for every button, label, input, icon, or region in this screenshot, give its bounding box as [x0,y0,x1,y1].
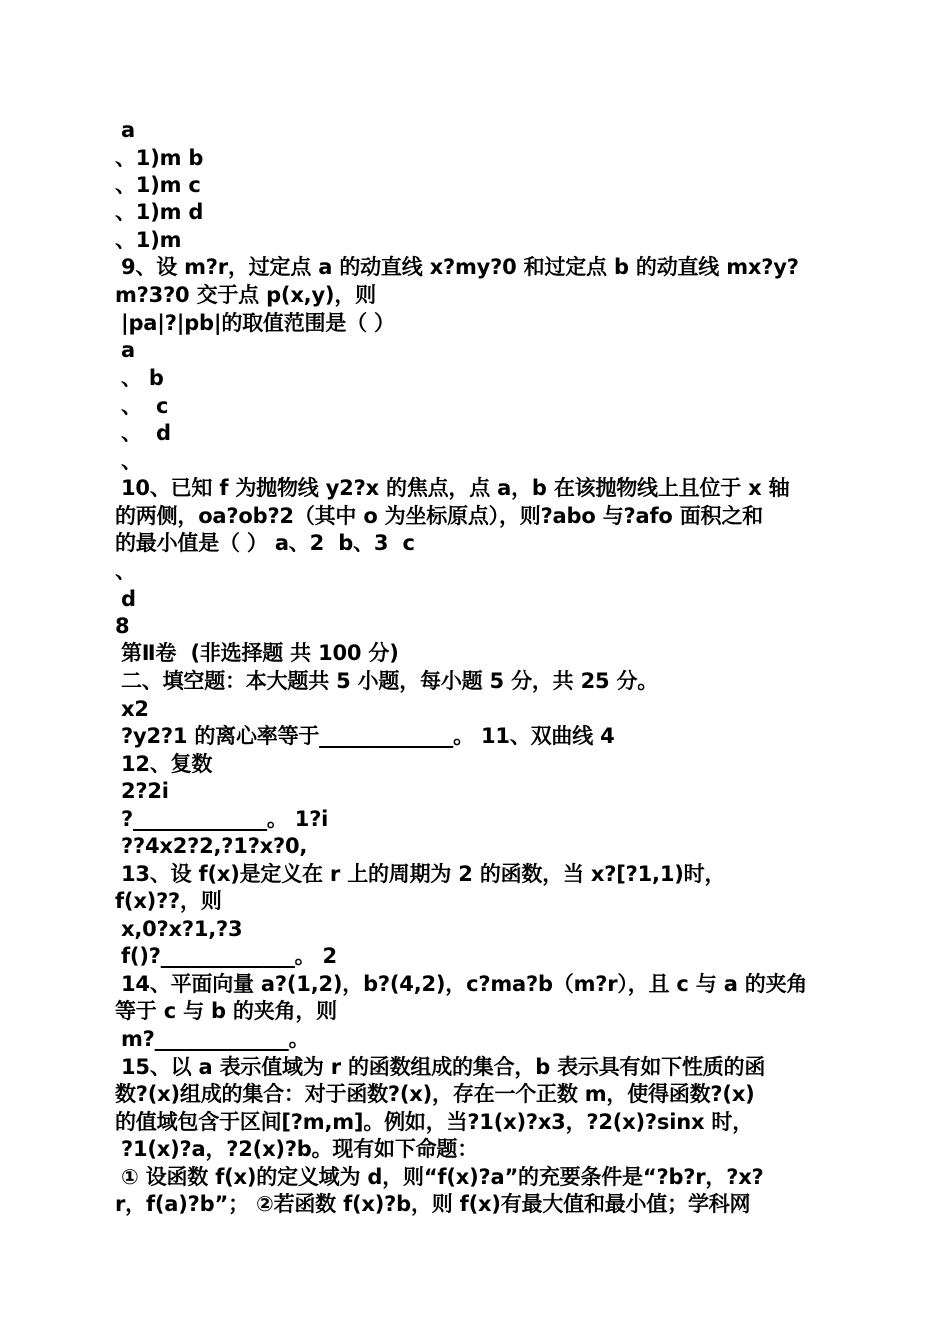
question-9-option-d: 、 d [121,421,171,445]
question-13-piecewise-top: ??4x2?2,?1?x?0, [121,834,308,858]
question-12-line: 12、复数 [121,752,213,776]
question-13-piecewise-bottom: x,0?x?1,?3 [121,917,243,941]
question-15-line-4: ?1(x)?a，?2(x)?b。现有如下命题： [121,1137,479,1161]
question-9-line-3: |pa|?|pb|的取值范围是（ ） [121,311,395,335]
question-15-line-2: 数?(x)组成的集合：对于函数?(x)，存在一个正数 m，使得函数?(x) [115,1082,755,1106]
question-9-option-b: 、 b [121,366,164,390]
question-10-line-1: 10、已知 f 为抛物线 y2?x 的焦点，点 a，b 在该抛物线上且位于 x 轴 [121,476,790,500]
option-d-line: 、1)m d [115,200,204,224]
question-9-option-c: 、 c [121,394,169,418]
question-13-line-1: 13、设 f(x)是定义在 r 上的周期为 2 的函数，当 x?[?1,1)时， [121,862,726,886]
question-14-line-1: 14、平面向量 a?(1,2)，b?(4,2)，c?ma?b（m?r），且 c 与 a 的夹角 [121,972,808,996]
question-10-separator: 、 [115,559,136,583]
question-15-line-3: 的值域包含于区间[?m,m]。例如，当?1(x)?x3，?2(x)?sinx 时， [115,1110,754,1134]
question-13-line-2: f(x)??，则 [115,889,222,913]
option-a-line: a [121,118,135,142]
section-ii-heading: 第Ⅱ卷 (非选择题 共 100 分) [121,641,399,665]
question-14-answer-line: m?_____________。 [121,1027,310,1051]
question-10-option-d-value: 8 [115,614,130,638]
question-10-line-3: 的最小值是（ ） a、2 b、3 c [115,531,415,555]
question-14-line-2: 等于 c 与 b 的夹角，则 [115,999,337,1023]
fill-in-heading: 二、填空题：本大题共 5 小题，每小题 5 分，共 25 分。 [121,669,659,693]
option-c-line: 、1)m c [115,173,201,197]
question-10-line-2: 的两侧，oa?ob?2（其中 o 为坐标原点），则?abo 与?afo 面积之和 [115,504,763,528]
question-9-separator: 、 [121,449,142,473]
question-9-option-a: a [121,338,135,362]
option-e-line: 、1)m [115,228,182,252]
question-11-formula-top: x2 [121,697,149,721]
question-15-line-5: ① 设函数 f(x)的定义域为 d，则“f(x)?a”的充要条件是“?b?r，?x? [121,1165,764,1189]
option-b-line: 、1)m b [115,146,204,170]
question-9-line-1: 9、设 m?r，过定点 a 的动直线 x?my?0 和过定点 b 的动直线 mx?y? [121,255,799,279]
question-15-line-6: r，f(a)?b”； ②若函数 f(x)?b，则 f(x)有最大值和最小值；学科网 [115,1192,751,1216]
question-12-numerator: 2?2i [121,779,169,803]
question-9-line-2: m?3?0 交于点 p(x,y)，则 [115,283,376,307]
question-13-answer-line: f()?_____________。 2 [121,944,337,968]
question-15-line-1: 15、以 a 表示值域为 r 的函数组成的集合，b 表示具有如下性质的函 [121,1055,766,1079]
question-12-answer-line: ?_____________。 1?i [121,807,329,831]
question-10-option-d: d [121,587,136,611]
question-11-line: ?y2?1 的离心率等于_____________。 11、双曲线 4 [121,724,615,748]
